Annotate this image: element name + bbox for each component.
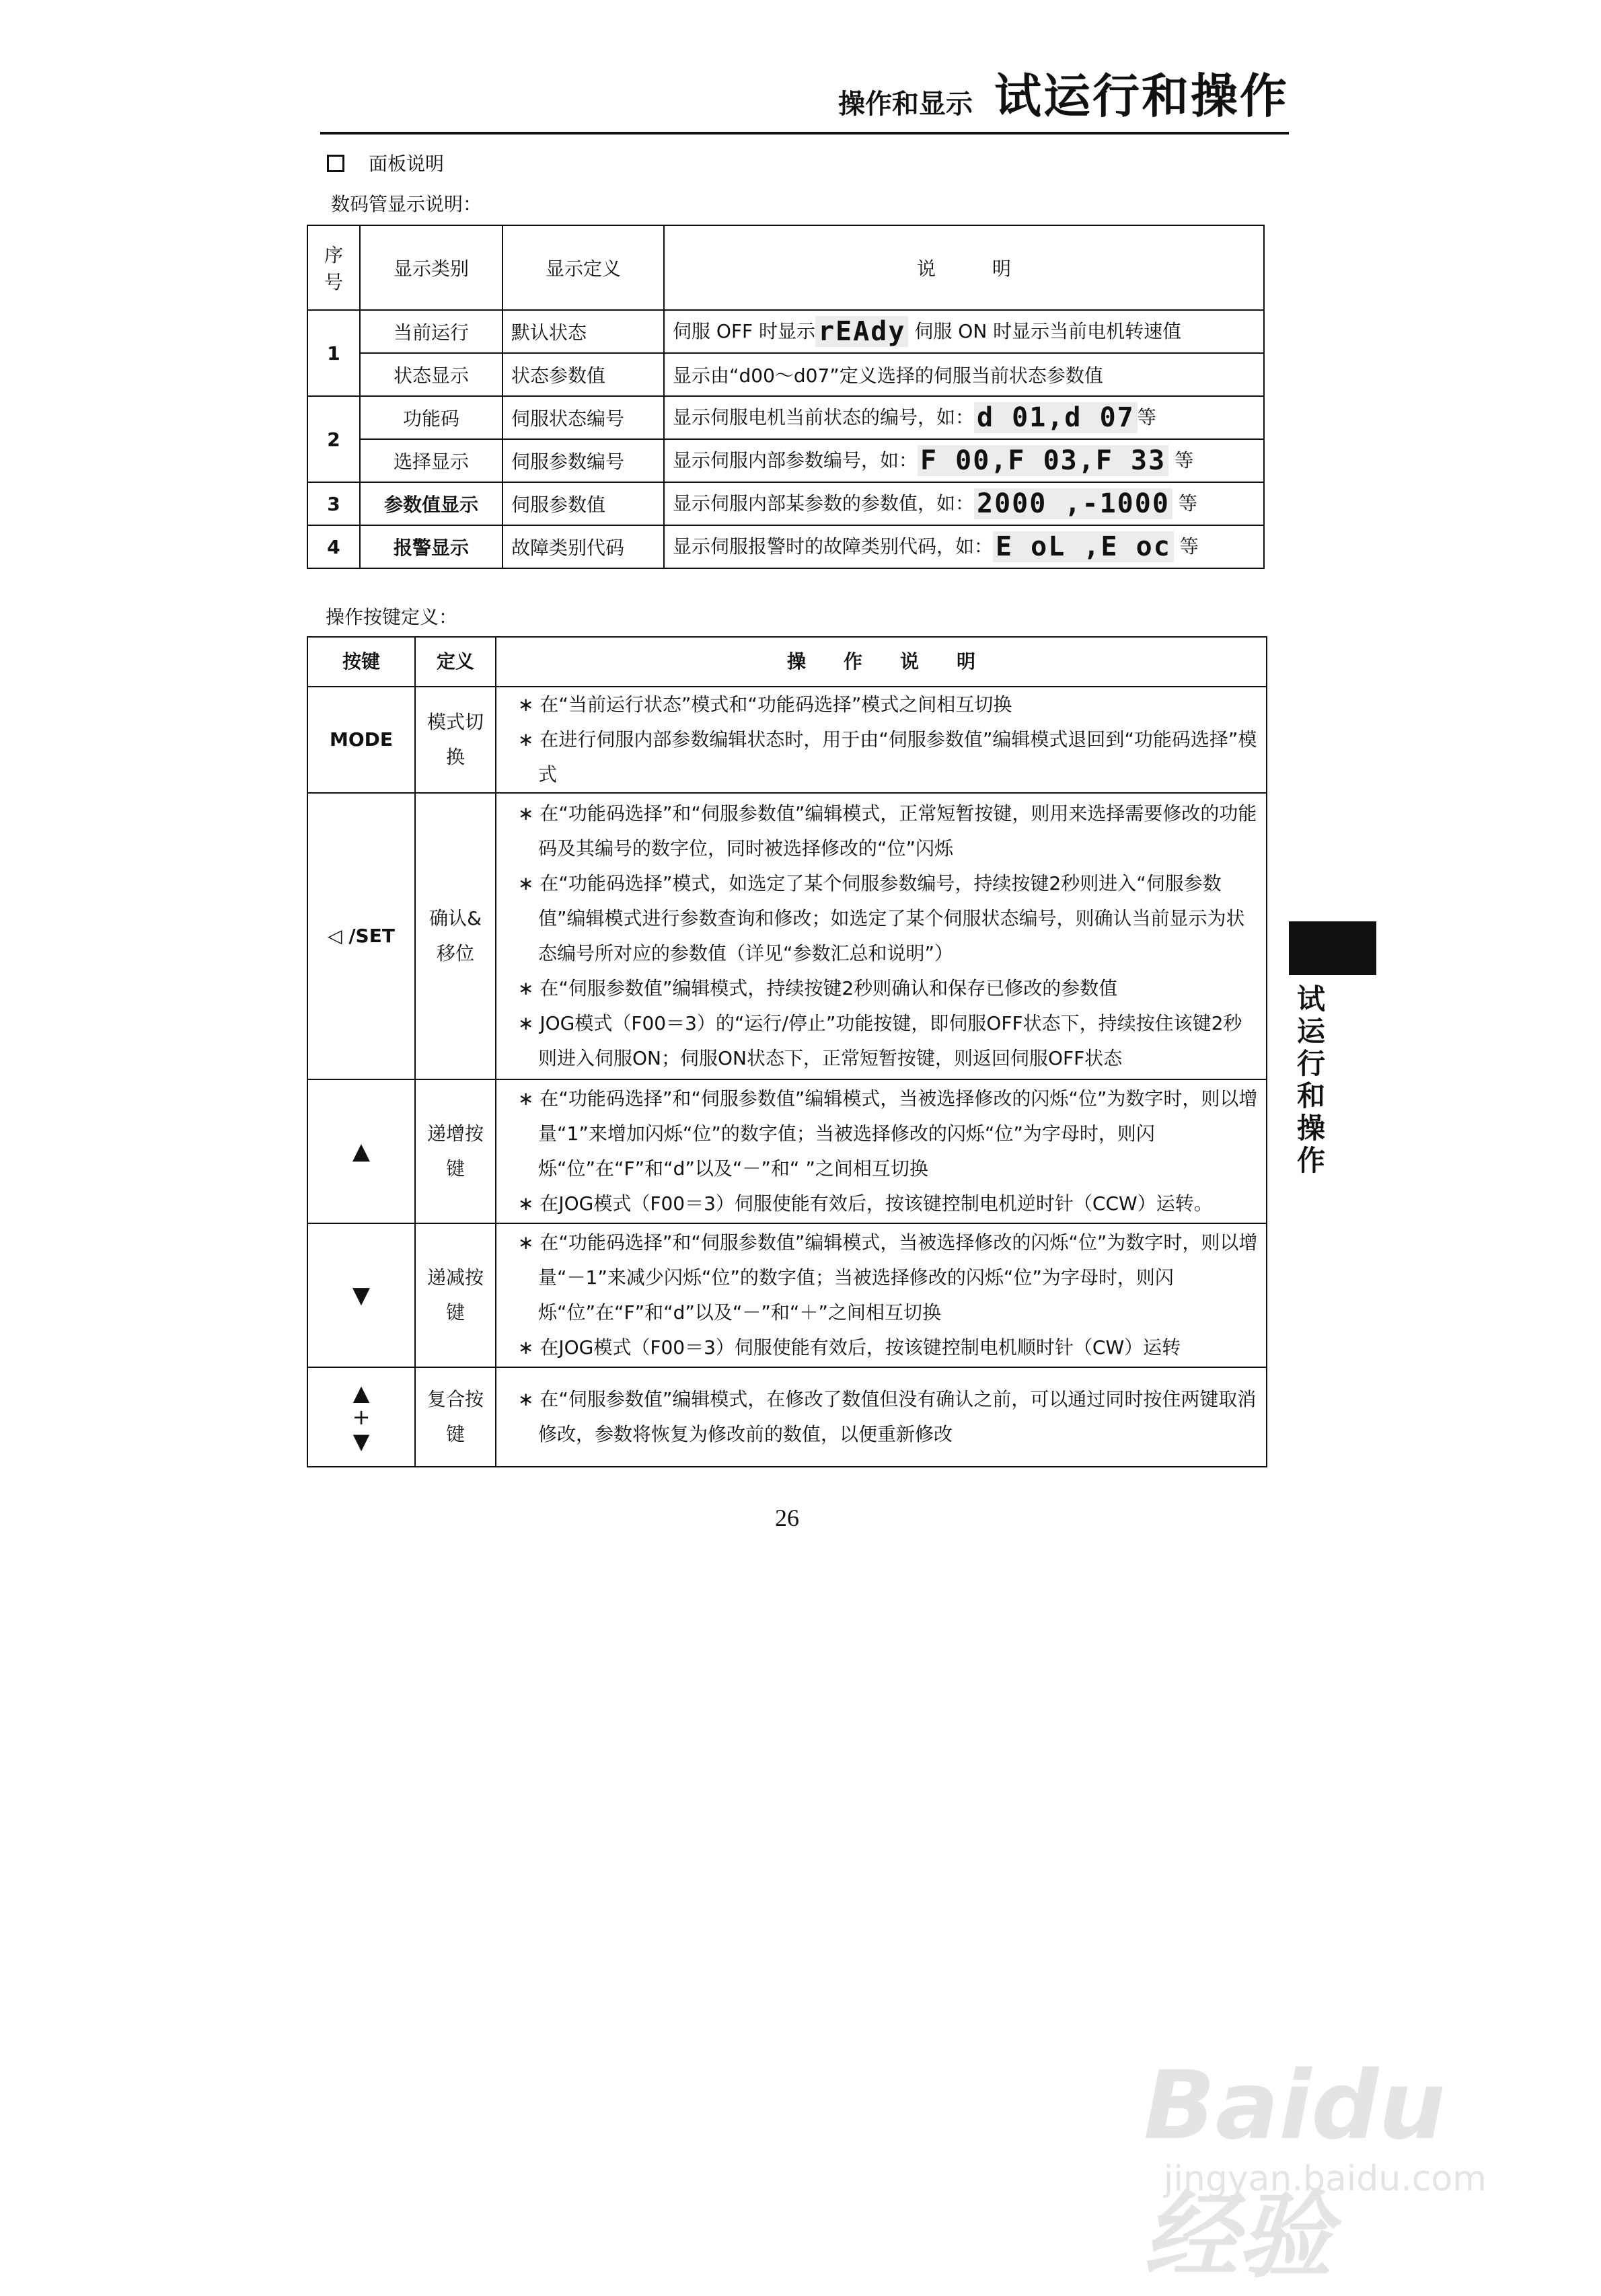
key-operation <box>496 793 1267 1079</box>
row-description: 显示由“d00～d07”定义选择的伺服当前状态参数值 <box>664 353 1264 396</box>
key-definition: 模式切换 <box>415 687 496 793</box>
col-header-category: 显示类别 <box>360 225 502 310</box>
key-definition: 递增按键 <box>415 1079 496 1223</box>
table-row <box>307 1079 1267 1223</box>
row-definition: 伺服参数编号 <box>502 439 664 482</box>
keys-table-title: 操作按键定义： <box>326 606 458 628</box>
row-no: 3 <box>307 482 360 525</box>
segment-display: E oL ,E oc <box>993 531 1174 562</box>
table-row <box>307 353 1264 396</box>
key-up: ▲ <box>307 1079 415 1223</box>
row-definition: 默认状态 <box>502 310 664 353</box>
list-item: ∗ 在“功能码选择”和“伺服参数值”编辑模式，当被选择修改的闪烁“位”为数字时，则以增量“－1”来减少闪烁“位”的数字值；当被选择修改的闪烁“位”为字母时，则闪烁“位”在“F”和“d”以及“－”和“＋”之间相互切换 <box>505 1225 1258 1330</box>
key-mode: MODE <box>307 687 415 793</box>
segment-display: d 01,d 07 <box>974 402 1138 433</box>
row-description: 显示伺服报警时的故障类别代码，如： E oL ,E oc 等 <box>664 525 1264 568</box>
row-definition: 伺服参数值 <box>502 482 664 525</box>
col-header-operation: 操 作 说 明 <box>496 637 1267 687</box>
sidebar-tab <box>1289 921 1376 975</box>
row-description: 显示伺服内部参数编号，如： F 00,F 03,F 33 等 <box>664 439 1264 482</box>
col-header-no: 序号 <box>307 225 360 310</box>
table-row <box>307 310 1264 353</box>
row-description: 伺服 OFF 时显示 rEAdy 伺服 ON 时显示当前电机转速值 <box>664 310 1264 353</box>
list-item: ∗ 在JOG模式（F00＝3）伺服使能有效后，按该键控制电机逆时针（CCW）运转。 <box>505 1186 1258 1221</box>
row-description: 显示伺服内部某参数的参数值，如： 2000 ,-1000 等 <box>664 482 1264 525</box>
key-down: ▼ <box>307 1223 415 1367</box>
col-header-definition: 显示定义 <box>502 225 664 310</box>
col-header-description: 说 明 <box>664 225 1264 310</box>
list-item: ∗ 在“伺服参数值”编辑模式，持续按键2秒则确认和保存已修改的参数值 <box>505 971 1258 1006</box>
table-row <box>307 687 1267 793</box>
table-row <box>307 1367 1267 1467</box>
section-title: 面板说明 <box>327 149 444 176</box>
page-header <box>320 65 1289 135</box>
watermark <box>1144 2051 1534 2291</box>
watermark-logo: Baidu经验 <box>1144 2051 1446 2291</box>
list-item: ∗ 在“当前运行状态”模式和“功能码选择”模式之间相互切换 <box>505 687 1258 722</box>
table-header-row <box>307 637 1267 687</box>
header-title: 试运行和操作 <box>994 69 1289 124</box>
row-category: 报警显示 <box>360 525 502 568</box>
row-category: 状态显示 <box>360 353 502 396</box>
key-combo: ▲ + ▼ <box>307 1367 415 1467</box>
row-category: 功能码 <box>360 396 502 439</box>
key-operation <box>496 1079 1267 1223</box>
table-row <box>307 1223 1267 1367</box>
key-operation <box>496 687 1267 793</box>
sidebar-text: 试运行和操作 <box>1296 983 1325 1177</box>
table-row <box>307 482 1264 525</box>
row-description: 显示伺服电机当前状态的编号，如： d 01,d 07 等 <box>664 396 1264 439</box>
list-item: ∗ 在“伺服参数值”编辑模式，在修改了数值但没有确认之前，可以通过同时按住两键取消修改，参数将恢复为修改前的数值，以便重新修改 <box>505 1382 1258 1452</box>
key-operation <box>496 1223 1267 1367</box>
keys-table <box>307 636 1267 1467</box>
key-set: ◁ /SET <box>307 793 415 1079</box>
row-category: 选择显示 <box>360 439 502 482</box>
checkbox-square-icon <box>327 155 344 172</box>
key-definition: 复合按键 <box>415 1367 496 1467</box>
row-no: 1 <box>307 310 360 396</box>
table-row <box>307 525 1264 568</box>
row-category: 参数值显示 <box>360 482 502 525</box>
col-header-key: 按键 <box>307 637 415 687</box>
key-definition: 递减按键 <box>415 1223 496 1367</box>
row-category: 当前运行 <box>360 310 502 353</box>
row-no: 4 <box>307 525 360 568</box>
segment-display: F 00,F 03,F 33 <box>918 445 1168 476</box>
list-item: ∗ 在“功能码选择”和“伺服参数值”编辑模式，当被选择修改的闪烁“位”为数字时，则以增量“1”来增加闪烁“位”的数字值；当被选择修改的闪烁“位”为字母时，则闪烁“位”在“F”和“d”以及“－”和“ ”之间相互切换 <box>505 1081 1258 1186</box>
table-header-row <box>307 225 1264 310</box>
list-item: ∗ 在JOG模式（F00＝3）伺服使能有效后，按该键控制电机顺时针（CW）运转 <box>505 1330 1258 1365</box>
display-table <box>307 225 1265 569</box>
display-table-title: 数码管显示说明： <box>331 193 482 215</box>
col-header-definition: 定义 <box>415 637 496 687</box>
table-row <box>307 439 1264 482</box>
row-definition: 伺服状态编号 <box>502 396 664 439</box>
key-definition: 确认&移位 <box>415 793 496 1079</box>
table-row <box>307 396 1264 439</box>
row-no: 2 <box>307 396 360 482</box>
watermark-url: jingyan.baidu.com <box>1164 2159 1487 2199</box>
table-row <box>307 793 1267 1079</box>
list-item: ∗ 在进行伺服内部参数编辑状态时，用于由“伺服参数值”编辑模式退回到“功能码选择”模式 <box>505 722 1258 792</box>
segment-display: rEAdy <box>815 316 908 347</box>
list-item: ∗ 在“功能码选择”和“伺服参数值”编辑模式，正常短暂按键，则用来选择需要修改的功能码及其编号的数字位，同时被选择修改的“位”闪烁 <box>505 796 1258 866</box>
header-subtitle: 操作和显示 <box>838 89 973 120</box>
row-definition: 故障类别代码 <box>502 525 664 568</box>
list-item: ∗ JOG模式（F00＝3）的“运行/停止”功能按键，即伺服OFF状态下，持续按住该键2秒则进入伺服ON；伺服ON状态下，正常短暂按键，则返回伺服OFF状态 <box>505 1006 1258 1076</box>
key-operation <box>496 1367 1267 1467</box>
segment-display: 2000 ,-1000 <box>974 488 1172 519</box>
row-definition: 状态参数值 <box>502 353 664 396</box>
list-item: ∗ 在“功能码选择”模式，如选定了某个伺服参数编号，持续按键2秒则进入“伺服参数值”编辑模式进行参数查询和修改；如选定了某个伺服状态编号，则确认当前显示为状态编号所对应的参数值（详见“参数汇总和说明”） <box>505 866 1258 971</box>
page-number: 26 <box>775 1504 799 1531</box>
